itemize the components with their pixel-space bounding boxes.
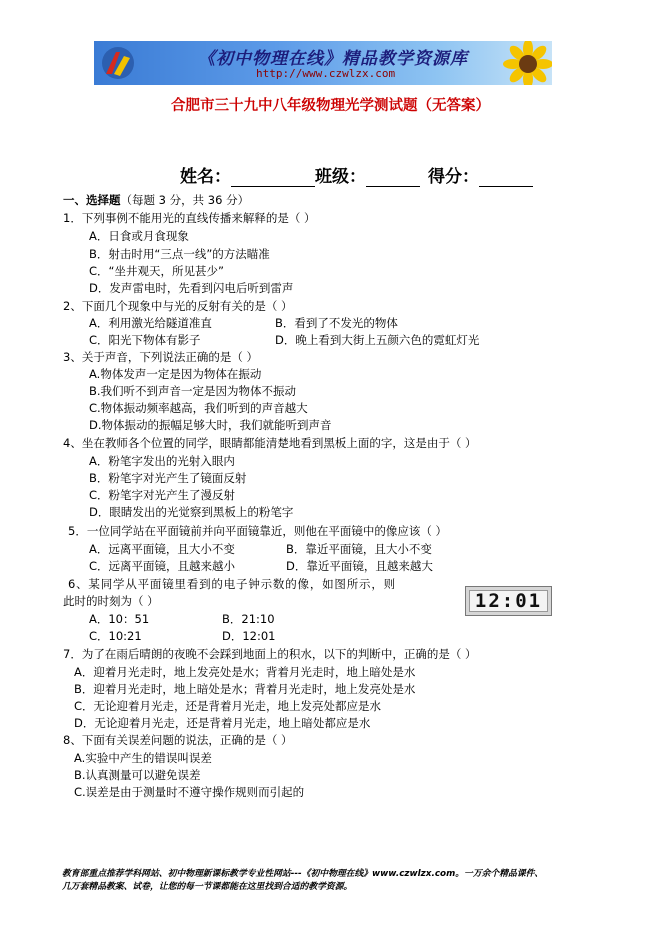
banner-title: 《初中物理在线》精品教学资源库 <box>198 49 468 69</box>
banner-url[interactable]: http://www.czwlzx.com <box>256 67 396 80</box>
option: B．21:10 <box>222 612 275 626</box>
option: C．10:21 <box>89 629 142 643</box>
option: B．粉笔字对光产生了镜面反射 <box>89 471 247 485</box>
option: D．发声雷电时，先看到闪电后听到雷声 <box>89 281 294 295</box>
option: C．粉笔字对光产生了漫反射 <box>89 488 236 502</box>
option: C．“坐井观天，所见甚少” <box>89 264 224 278</box>
header-banner <box>94 41 552 85</box>
question-stem: 4、坐在教师各个位置的同学，眼睛都能清楚地看到黑板上面的字，这是由于（ ） <box>63 436 477 450</box>
class-label: 班级： <box>315 167 366 187</box>
name-blank[interactable] <box>231 168 315 187</box>
question-stem: 1．下列事例不能用光的直线传播来解释的是（ ） <box>63 211 316 225</box>
option: C．无论迎着月光走，还是背着月光走，地上发亮处都应是水 <box>74 699 382 713</box>
option: C.误差是由于测量时不遵守操作规则而引起的 <box>74 785 305 799</box>
section-title: 一、选择题 <box>63 193 121 207</box>
option: B.认真测量可以避免误差 <box>74 768 201 782</box>
option: D．晚上看到大街上五颜六色的霓虹灯光 <box>275 333 480 347</box>
option: A．迎着月光走时，地上发亮处是水；背着月光走时，地上暗处是水 <box>74 665 416 679</box>
clock-reading: 12:01 <box>469 590 548 612</box>
question-stem-continued: 此时的时刻为（ ） <box>63 594 159 608</box>
option: D．眼睛发出的光觉察到黑板上的粉笔字 <box>89 505 294 519</box>
option: A.物体发声一定是因为物体在振动 <box>89 367 262 381</box>
score-blank[interactable] <box>479 168 533 187</box>
option: B．看到了不发光的物体 <box>275 316 398 330</box>
option: D．无论迎着月光走，还是背着月光走，地上暗处都应是水 <box>74 716 371 730</box>
option: B．迎着月光走时，地上暗处是水；背着月光走时，地上发亮处是水 <box>74 682 416 696</box>
student-info-row <box>180 162 533 187</box>
option: A.实验中产生的错误叫误差 <box>74 751 212 765</box>
name-label: 姓名： <box>180 167 231 187</box>
section-heading <box>63 192 249 208</box>
digital-clock-image <box>465 586 552 616</box>
question-stem: 5．一位同学站在平面镜前并向平面镜靠近，则他在平面镜中的像应该（ ） <box>68 524 447 538</box>
option: D．12:01 <box>222 629 276 643</box>
page-title: 合肥市三十九中八年级物理光学测试题（无答案） <box>171 98 490 114</box>
option: D．靠近平面镜，且越来越大 <box>286 559 433 573</box>
option: C.物体振动频率越高，我们听到的声音越大 <box>89 401 308 415</box>
footer-line-1: 教育部重点推荐学科网站、初中物理新课标教学专业性网站---《初中物理在线》www.czwlzx.com。一万余个精品课件、 <box>62 869 544 879</box>
option: A．远离平面镜，且大小不变 <box>89 542 235 556</box>
question-stem: 7．为了在雨后晴朗的夜晚不会踩到地面上的积水，以下的判断中，正确的是（ ） <box>63 647 477 661</box>
option: A．粉笔字发出的光射入眼内 <box>89 454 235 468</box>
section-note: （每题 3 分，共 36 分） <box>120 193 250 207</box>
class-blank[interactable] <box>366 168 420 187</box>
option: A．利用激光给隧道准直 <box>89 316 212 330</box>
question-stem: 2、下面几个现象中与光的反射有关的是（ ） <box>63 299 293 313</box>
option: B．靠近平面镜，且大小不变 <box>286 542 432 556</box>
sunflower-icon <box>488 41 552 85</box>
option: A．日食或月食现象 <box>89 229 189 243</box>
question-stem: 6、某同学从平面镜里看到的电子钟示数的像，如图所示，则 <box>68 577 396 591</box>
footer-line-2: 几万套精品教案、试卷，让您的每一节课都能在这里找到合适的教学资源。 <box>62 882 353 892</box>
score-label: 得分： <box>428 167 479 187</box>
option: B．射击时用“三点一线”的方法瞄准 <box>89 247 270 261</box>
option: D.物体振动的振幅足够大时，我们就能听到声音 <box>89 418 332 432</box>
option: B.我们听不到声音一定是因为物体不振动 <box>89 384 297 398</box>
logo-icon <box>100 44 136 82</box>
question-stem: 3、关于声音，下列说法正确的是（ ） <box>63 350 258 364</box>
question-stem: 8、下面有关误差问题的说法，正确的是（ ） <box>63 733 293 747</box>
option: C．阳光下物体有影子 <box>89 333 201 347</box>
option: C．远离平面镜，且越来越小 <box>89 559 236 573</box>
option: A．10：51 <box>89 612 150 626</box>
